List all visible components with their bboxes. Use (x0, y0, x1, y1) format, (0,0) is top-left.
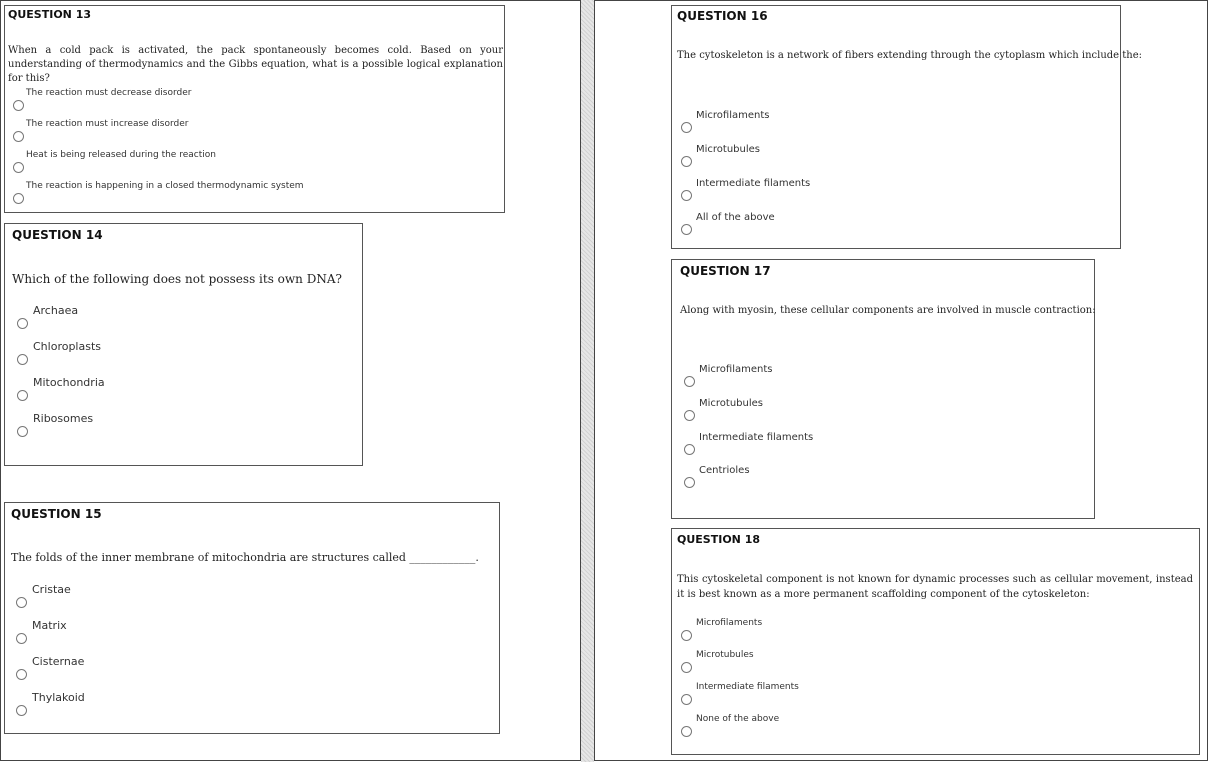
answer-label: Cristae (32, 583, 71, 596)
answer-label: Microfilaments (699, 364, 773, 375)
radio-button[interactable] (681, 190, 692, 201)
radio-button[interactable] (17, 354, 28, 365)
radio-button[interactable] (681, 630, 692, 641)
answer-label: Intermediate filaments (696, 178, 811, 189)
answer-label: Microtubules (696, 144, 760, 155)
answer-label: The reaction must decrease disorder (26, 88, 192, 98)
radio-button[interactable] (681, 122, 692, 133)
answer-label: Matrix (32, 619, 67, 632)
answer-label: Mitochondria (33, 376, 105, 389)
answer-label: Thylakoid (32, 691, 85, 704)
radio-button[interactable] (17, 390, 28, 401)
answer-label: Archaea (33, 304, 79, 317)
answer-label: All of the above (696, 212, 775, 223)
radio-button[interactable] (13, 193, 24, 204)
question-16 (671, 5, 1142, 249)
question-title: QUESTION 13 (8, 8, 92, 21)
radio-button[interactable] (684, 376, 695, 387)
question-text: When a cold pack is activated, the pack spontaneously becomes cold. Based on your understanding of thermodynamics and the Gibbs equation, what is a possible logical explanation for this? (8, 45, 503, 84)
question-title: QUESTION 16 (677, 9, 768, 23)
question-text: This cytoskeletal component is not known for dynamic processes such as cellular movement, instead it is best known as a more permanent scaffolding component of the cytoskeleton: (677, 574, 1193, 600)
radio-button[interactable] (684, 477, 695, 488)
question-text: Along with myosin, these cellular components are involved in muscle contraction: (680, 305, 1096, 316)
radio-button[interactable] (17, 318, 28, 329)
question-15 (4, 502, 500, 734)
question-13 (4, 5, 505, 213)
answer-label: Heat is being released during the reaction (26, 150, 216, 160)
radio-button[interactable] (681, 224, 692, 235)
answer-label: Microtubules (699, 398, 763, 409)
radio-button[interactable] (681, 726, 692, 737)
question-title: QUESTION 17 (680, 264, 771, 278)
answer-label: Intermediate filaments (699, 432, 814, 443)
radio-button[interactable] (684, 410, 695, 421)
radio-button[interactable] (16, 597, 27, 608)
radio-button[interactable] (17, 426, 28, 437)
answer-label: Chloroplasts (33, 340, 102, 353)
question-title: QUESTION 18 (677, 533, 761, 546)
question-title: QUESTION 14 (12, 228, 103, 242)
question-title: QUESTION 15 (11, 507, 102, 521)
question-14 (4, 223, 363, 466)
radio-button[interactable] (681, 156, 692, 167)
question-18 (671, 528, 1200, 755)
answer-label: None of the above (696, 714, 780, 724)
pane-divider[interactable] (581, 0, 594, 762)
answer-label: Intermediate filaments (696, 682, 799, 692)
radio-button[interactable] (16, 633, 27, 644)
answer-label: The reaction must increase disorder (26, 119, 189, 129)
question-text: Which of the following does not possess its own DNA? (12, 272, 342, 286)
radio-button[interactable] (16, 669, 27, 680)
radio-button[interactable] (681, 662, 692, 673)
radio-button[interactable] (13, 100, 24, 111)
answer-label: The reaction is happening in a closed thermodynamic system (26, 181, 304, 191)
radio-button[interactable] (16, 705, 27, 716)
answer-label: Microfilaments (696, 618, 763, 628)
radio-button[interactable] (684, 444, 695, 455)
answer-label: Centrioles (699, 465, 750, 476)
radio-button[interactable] (13, 131, 24, 142)
radio-button[interactable] (681, 694, 692, 705)
radio-button[interactable] (13, 162, 24, 173)
question-text: The cytoskeleton is a network of fibers extending through the cytoplasm which include the: (677, 50, 1142, 61)
answer-label: Microfilaments (696, 110, 770, 121)
question-text: The folds of the inner membrane of mitochondria are structures called ____________. (11, 551, 479, 564)
answer-label: Cisternae (32, 655, 85, 668)
question-17 (671, 259, 1095, 519)
answer-label: Microtubules (696, 650, 754, 660)
answer-label: Ribosomes (33, 412, 94, 425)
